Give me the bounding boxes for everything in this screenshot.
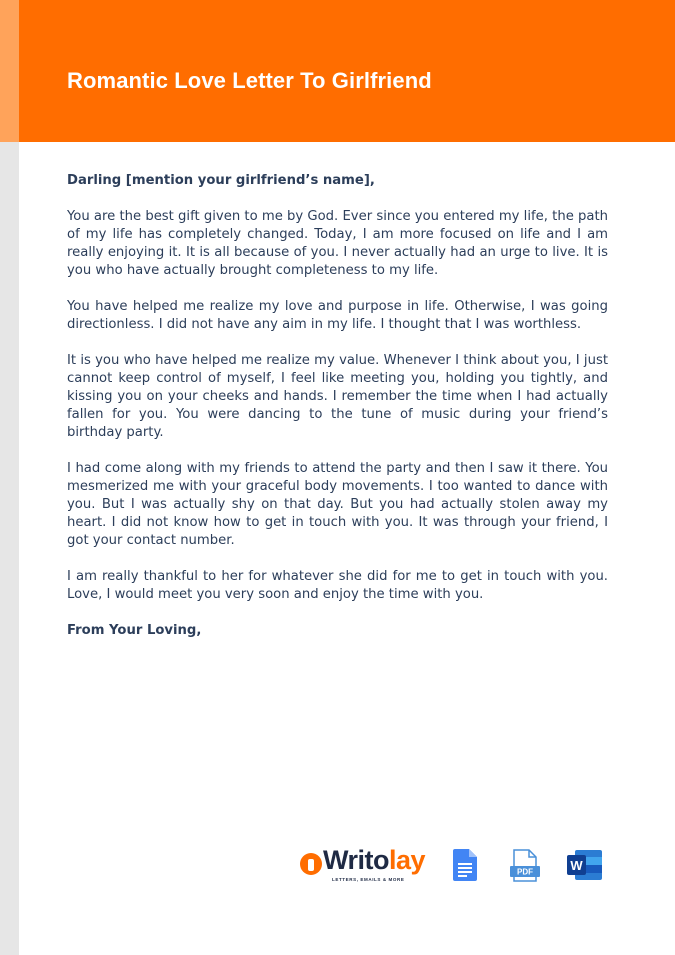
side-strip: [0, 142, 19, 955]
header-banner: [0, 0, 675, 142]
pdf-icon[interactable]: [509, 849, 541, 883]
pdf-label: PDF: [517, 867, 533, 877]
paragraph-5: I am really thankful to her for whatever she did for me to get in touch with you. Love, I would meet you very soon and enjoy the time with you.: [67, 569, 608, 602]
salutation: Darling [mention your girlfriend’s name],: [67, 173, 375, 188]
paragraph-1: You are the best gift given to me by God. Ever since you entered my life, the path of my life has completely changed. Today, I am more focused on life and I am really enjoying it. It is all because of you. I never actually had an urge to live. It is you who have actually brought completeness to my life.: [67, 209, 608, 278]
paragraph-2: You have helped me realize my love and purpose in life. Otherwise, I was going directionless. I did not have any aim in my life. I thought that I was worthless.: [67, 299, 608, 332]
logo-text: Writolay: [323, 845, 426, 875]
paragraph-4: I had come along with my friends to attend the party and then I saw it there. You mesmerized me with your graceful body movements. I too wanted to dance with you. But I was actually shy on that day. But you had actually stolen away my heart. I did not know how to get in touch with you. It was through your friend, I got your contact number.: [67, 461, 608, 548]
writolay-logo-icon: [300, 853, 322, 875]
word-label: W: [570, 858, 583, 873]
writolay-logo[interactable]: [300, 845, 430, 883]
header-accent: [0, 0, 19, 142]
letter-body: [67, 172, 608, 658]
word-icon[interactable]: [567, 849, 603, 881]
logo-tagline: LETTERS, EMAILS & MORE: [332, 877, 405, 882]
page-title: Romantic Love Letter To Girlfriend: [67, 68, 432, 93]
google-docs-icon[interactable]: [453, 849, 477, 881]
paragraph-3: It is you who have helped me realize my value. Whenever I think about you, I just cannot keep control of myself, I feel like meeting you, holding you tightly, and kissing you on your cheeks and hands. I remember the time when I had actually fallen for you. You were dancing to the tune of music during your friend’s birthday party.: [67, 353, 608, 440]
closing: From Your Loving,: [67, 623, 202, 638]
footer: [300, 845, 610, 885]
